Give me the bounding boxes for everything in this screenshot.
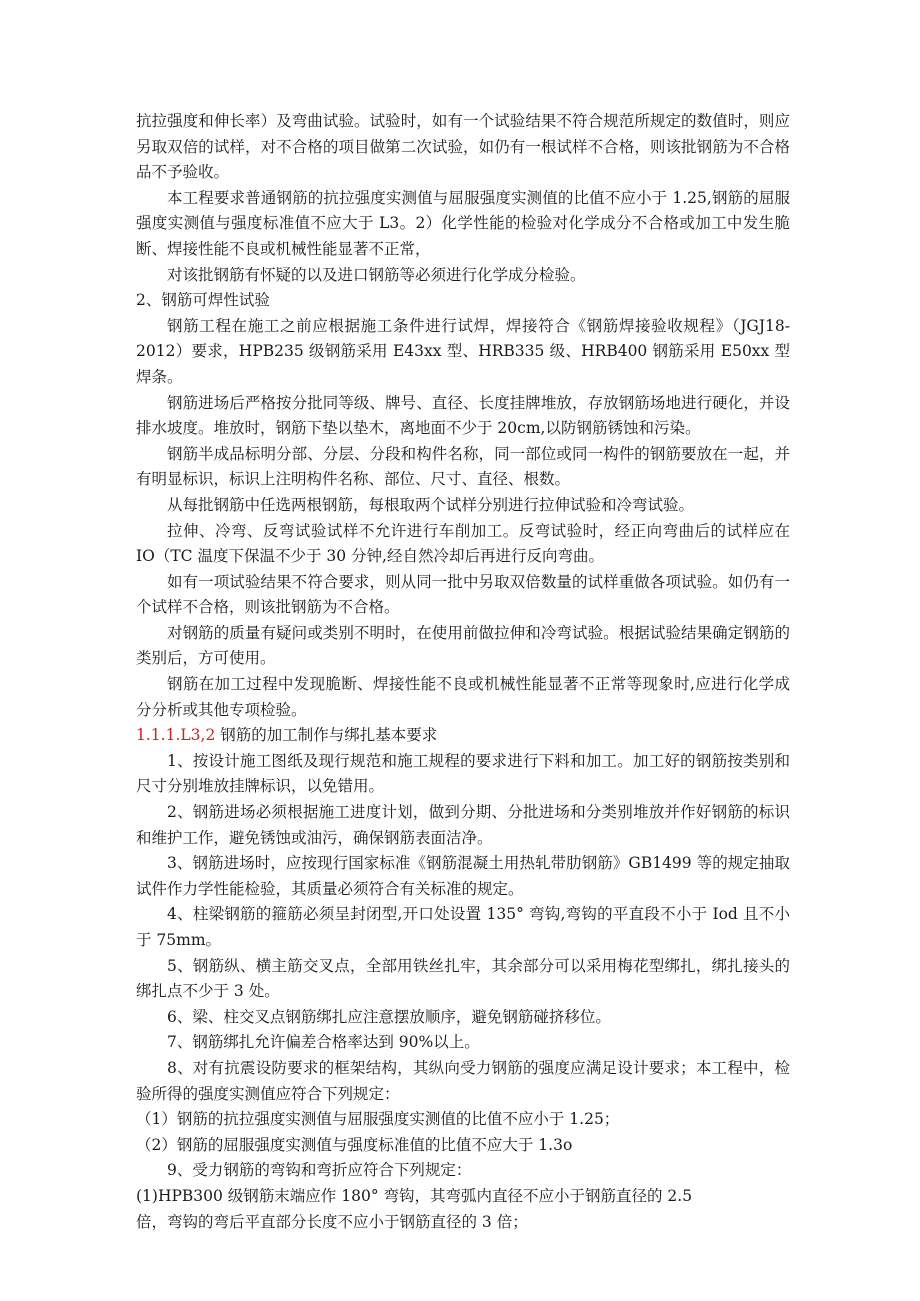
- list-item: 1、按设计施工图纸及现行规范和施工规程的要求进行下料和加工。加工好的钢筋按类别和尺寸分别堆放挂牌标识，以免错用。: [136, 751, 790, 796]
- paragraph: 本工程要求普通钢筋的抗拉强度实测值与屈服强度实测值的比值不应小于 1.25,钢筋的屈服强度实测值与强度标准值不应大于 L3。2）化学性能的检验对化学成分不合格或加工中发生脆断、焊接性能不良或机械性能显著不正常，: [136, 188, 790, 258]
- heading-number: 1.1.1.L3,2: [136, 726, 216, 745]
- list-item: 2、钢筋进场必须根据施工进度计划，做到分期、分批进场和分类别堆放并作好钢筋的标识和维护工作，避免锈蚀或油污，确保钢筋表面洁净。: [136, 803, 790, 847]
- paragraph: 拉伸、冷弯、反弯试验试样不允许进行车削加工。反弯试验时，经正向弯曲后的试样应在 IO（TC 温度下保温不少于 30 分钟,经自然冷却后再进行反向弯曲。: [136, 521, 790, 566]
- paragraph: 如有一项试验结果不符合要求，则从同一批中另取双倍数量的试样重做各项试验。如仍有一个试样不合格，则该批钢筋为不合格。: [136, 572, 790, 617]
- sub-list-item: （1）钢筋的抗拉强度实测值与屈服强度实测值的比值不应小于 1.25；: [136, 1110, 620, 1129]
- sub-list-item: （2）钢筋的屈服强度实测值与强度标准值的比值不应大于 1.3o: [136, 1135, 573, 1154]
- list-item: 8、对有抗震设防要求的框架结构，其纵向受力钢筋的强度应满足设计要求；本工程中，检验所得的强度实测值应符合下列规定：: [136, 1058, 790, 1103]
- list-item: 9、受力钢筋的弯钩和弯折应符合下列规定：: [167, 1161, 472, 1180]
- paragraph: 钢筋进场后严格按分批同等级、牌号、直径、长度挂牌堆放，存放钢筋场地进行硬化，并设排水坡度。堆放时，钢筋下垫以垫木，离地面不少于 20cm,以防钢筋锈蚀和污染。: [136, 393, 790, 438]
- list-item: 3、钢筋进场时，应按现行国家标准《钢筋混凝土用热轧带肋钢筋》GB1499 等的规定抽取试件作力学性能检验，其质量必须符合有关标准的规定。: [136, 854, 790, 898]
- paragraph: 抗拉强度和伸长率）及弯曲试验。试验时，如有一个试验结果不符合规范所规定的数值时，则应另取双倍的试样，对不合格的项目做第二次试验，如仍有一根试样不合格，则该批钢筋为不合格品不予验收。: [136, 112, 790, 182]
- paragraph: 钢筋在加工过程中发现脆断、焊接性能不良或机械性能显著不正常等现象时,应进行化学成分分析或其他专项检验。: [136, 675, 790, 719]
- section-heading: 2、钢筋可焊性试验: [136, 291, 270, 310]
- numbered-heading: [136, 723, 790, 749]
- list-item: 7、钢筋绑扎允许偏差合格率达到 90%以上。: [167, 1033, 480, 1052]
- paragraph: 钢筋工程在施工之前应根据施工条件进行试焊，焊接符合《钢筋焊接验收规程》（JGJ18-2012）要求，HPB235 级钢筋采用 E43xx 型、HRB335 级、HRB400 钢筋采用 E50xx 型焊条。: [136, 316, 790, 386]
- list-item: 4、柱梁钢筋的箍筋必须呈封闭型,开口处设置 135° 弯钩,弯钩的平直段不小于 Iod 且不小于 75mm。: [136, 905, 790, 949]
- sub-list-item: (1)HPB300 级钢筋末端应作 180° 弯钩，其弯弧内直径不应小于钢筋直径的 2.5: [136, 1186, 693, 1205]
- continuation-line: 倍，弯钩的弯后平直部分长度不应小于钢筋直径的 3 倍；: [136, 1212, 528, 1231]
- paragraph: 从每批钢筋中任选两根钢筋，每根取两个试样分别进行拉伸试验和冷弯试验。: [167, 495, 695, 514]
- paragraph: 钢筋半成品标明分部、分层、分段和构件名称，同一部位或同一构件的钢筋要放在一起，并有明显标识，标识上注明构件名称、部位、尺寸、直径、根数。: [136, 444, 790, 489]
- list-item: 6、梁、柱交叉点钢筋绑扎应注意摆放顺序，避免钢筋碰挤移位。: [167, 1007, 611, 1026]
- list-item: 5、钢筋纵、横主筋交叉点，全部用铁丝扎牢，其余部分可以采用梅花型绑扎，绑扎接头的绑扎点不少于 3 处。: [136, 956, 790, 1001]
- paragraph: 对钢筋的质量有疑问或类别不明时，在使用前做拉伸和冷弯试验。根据试验结果确定钢筋的类别后，方可使用。: [136, 623, 790, 668]
- paragraph: 对该批钢筋有怀疑的以及进口钢筋等必须进行化学成分检验。: [167, 265, 586, 284]
- heading-text: 钢筋的加工制作与绑扎基本要求: [215, 726, 438, 745]
- document-body: [136, 109, 790, 1235]
